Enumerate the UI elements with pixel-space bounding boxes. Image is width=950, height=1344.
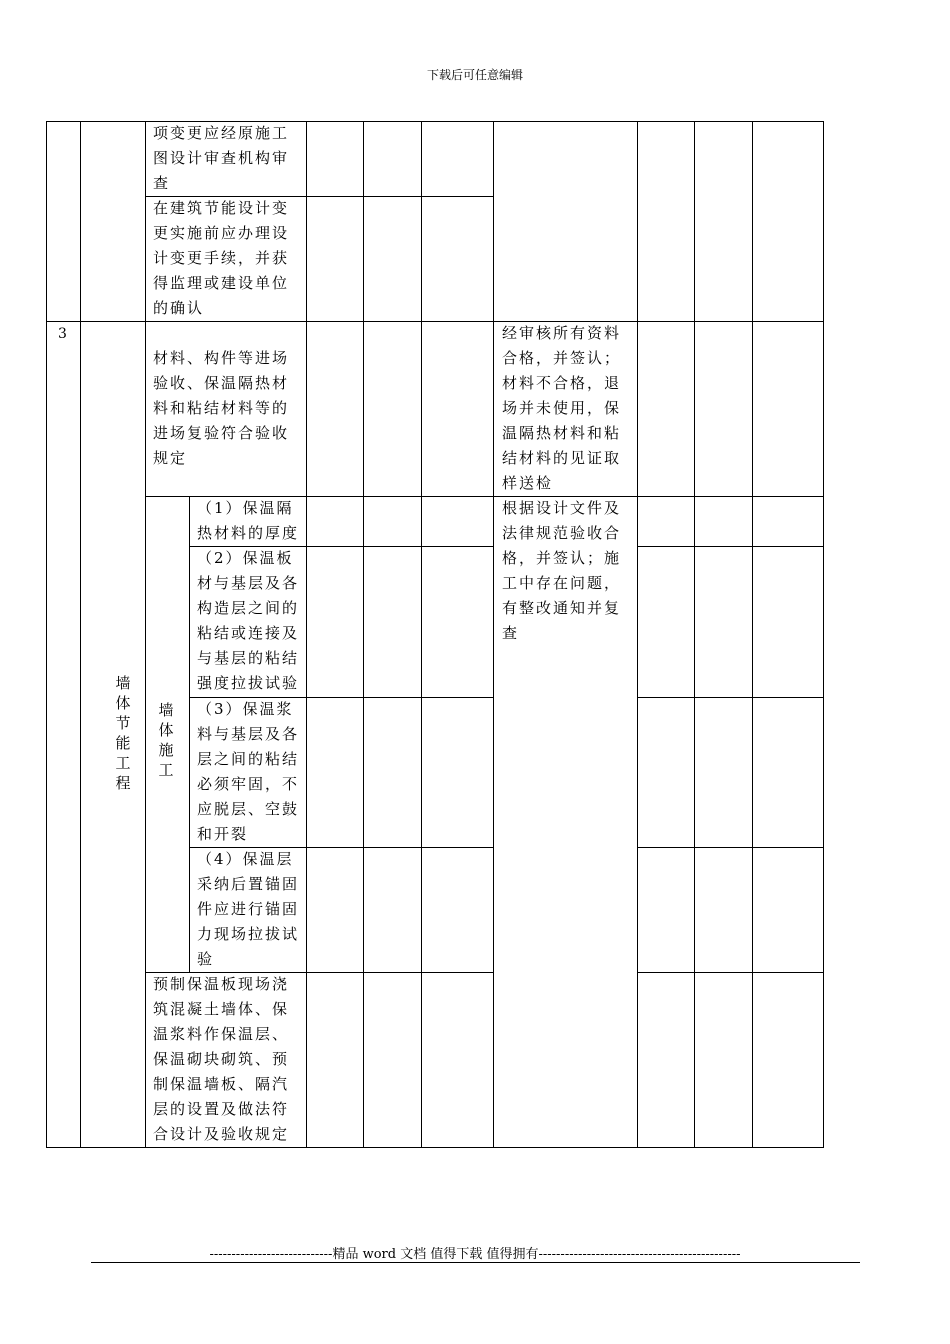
- result-cell: 根据设计文件及法律规范验收合格，并签认；施工中存在问题，有整改通知并复查: [502, 499, 622, 642]
- table-border: [637, 546, 824, 547]
- table-border: [637, 847, 824, 848]
- table-border: [823, 121, 824, 1148]
- table-cell: 在建筑节能设计变更实施前应办理设计变更手续，并获得监理或建设单位的确认: [153, 199, 290, 317]
- table-border: [46, 321, 824, 322]
- table-border: [637, 121, 638, 1148]
- footer-divider: [91, 1262, 860, 1263]
- sub-item-cell: （1）保温隔热材料的厚度: [197, 499, 300, 542]
- table-border: [637, 972, 824, 973]
- sub-item-cell: （4）保温层采纳后置锚固件应进行锚固力现场拉拔试验: [197, 850, 300, 968]
- construction-label: 墙体施工: [158, 701, 174, 779]
- row-number: 3: [58, 326, 69, 342]
- table-border: [363, 121, 364, 1148]
- table-border: [694, 121, 695, 1148]
- table-border: [421, 121, 422, 1148]
- sub-item-cell: （2）保温板材与基层及各构造层之间的粘结或连接及与基层的粘结强度拉拔试验: [197, 549, 300, 692]
- sub-item-cell: （3）保温浆料与基层及各层之间的粘结必须牢固，不应脱层、空鼓和开裂: [197, 700, 300, 843]
- table-border: [306, 121, 307, 1148]
- table-cell: 项变更应经原施工图设计审查机构审查: [153, 124, 290, 192]
- table-border: [145, 121, 146, 1148]
- page-header: 下载后可任意编辑: [426, 68, 523, 82]
- category-cell: 墙体节能工程: [115, 674, 131, 792]
- table-border: [80, 121, 81, 1148]
- result-cell: 经审核所有资料合格，并签认；材料不合格，退场并未使用，保温隔热材料和粘结材料的见证取样送检: [502, 324, 622, 492]
- table-border: [189, 496, 190, 972]
- table-border: [46, 121, 47, 1148]
- table-border: [752, 121, 753, 1148]
- page-footer: ----------------------------精品 word 文档 值得下载 值得拥有----------------------------------------------: [209, 1247, 741, 1262]
- table-cell: 预制保温板现场浇筑混凝土墙体、保温浆料作保温层、保温砌块砌筑、预制保温墙板、隔汽层的设置及做法符合设计及验收规定: [153, 975, 290, 1143]
- table-border: [637, 697, 824, 698]
- table-border: [493, 121, 494, 1148]
- table-border: [46, 1147, 824, 1148]
- table-cell: 材料、构件等进场验收、保温隔热材料和粘结材料等的进场复验符合验收规定: [153, 349, 290, 467]
